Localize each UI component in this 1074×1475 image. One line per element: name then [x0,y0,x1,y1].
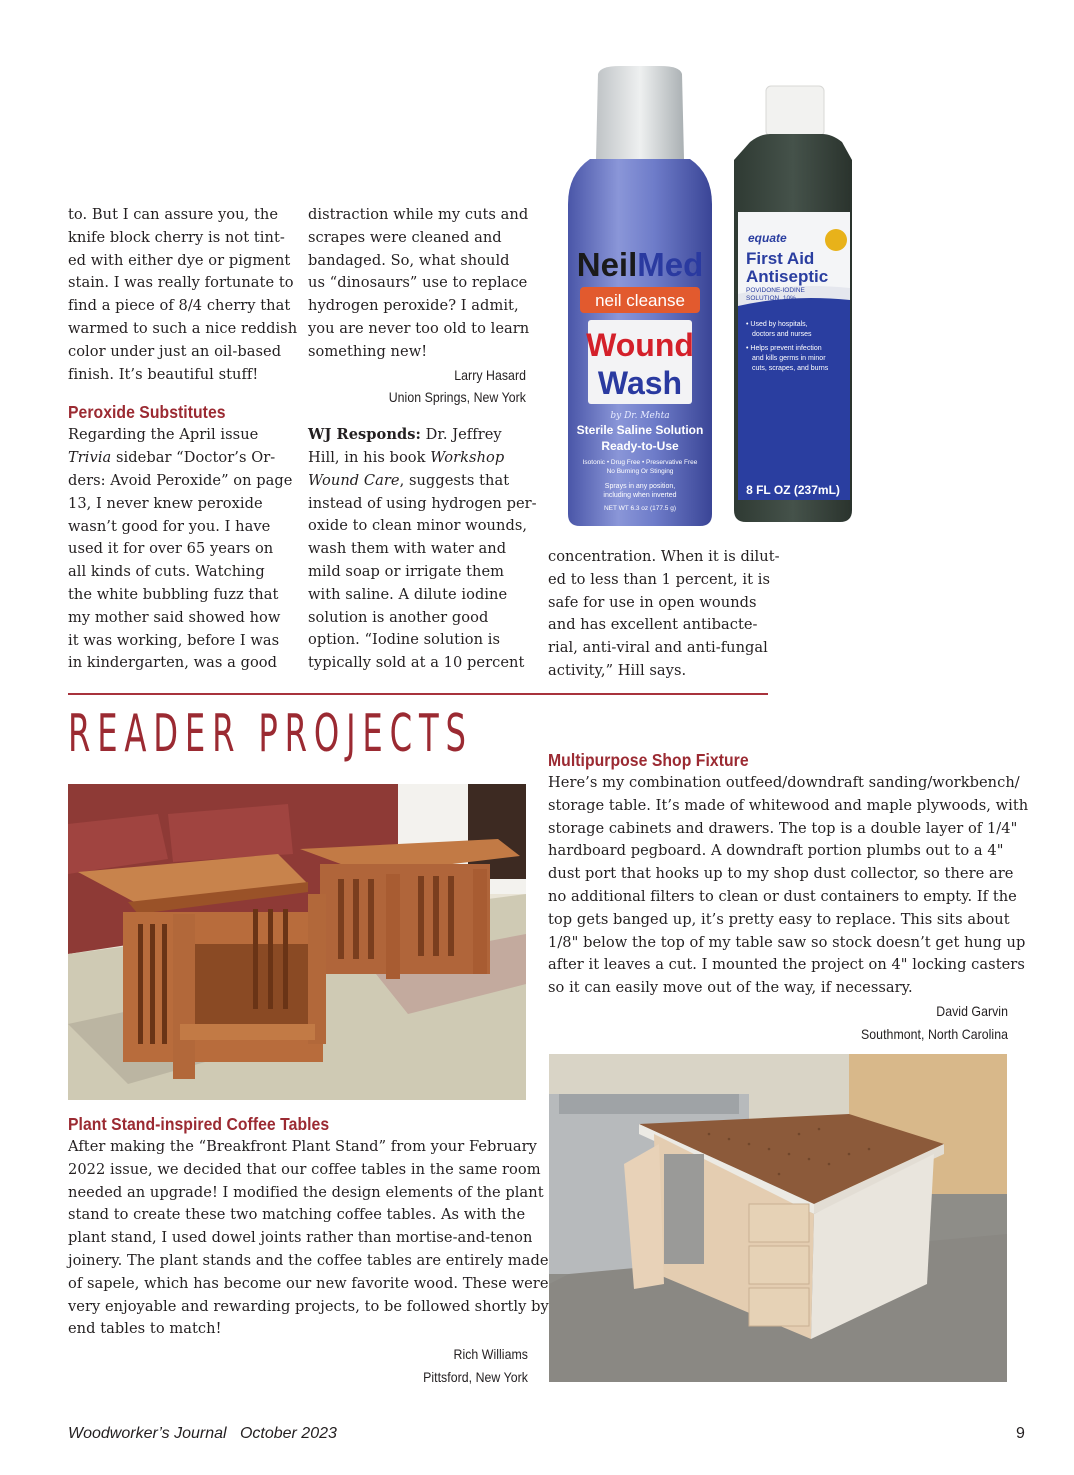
can-fine-print: No Burning Or Stinging [606,468,674,475]
can-fine-print: Sprays in any position, [604,483,676,490]
body-line: option. “Iodine solution is [308,631,501,649]
body-line: rial, anti-viral and anti-fungal [548,639,768,657]
body-line [308,470,526,493]
coffee-tables-illustration [68,784,526,1100]
body-line: of sapele, which has become our new favorite wood. These were [68,1274,549,1292]
body-line: end tables to match! [68,1320,222,1338]
drawer [749,1246,809,1284]
drawer [749,1288,809,1326]
body-line: 1/8" below the top of my table saw so stock doesn’t get hung up [548,933,1026,951]
wash-text: Wash [597,365,683,401]
signature-name: Rich Williams [453,1346,528,1363]
body-line: activity,” Hill says. [548,661,687,679]
article-heading-peroxide: Peroxide Substitutes [68,402,226,423]
body-line: storage cabinets and drawers. The top is a double layer of 1/4" [548,819,1018,837]
body-line: hydrogen peroxide? I admit, [308,297,519,315]
signature-name: Larry Hasard [454,366,526,383]
shop-fixture-article [548,748,1029,1046]
body-line: the white bubbling fuzz that [68,585,279,603]
body-line: knife block cherry is not tint- [68,228,285,246]
can-net-weight: NET WT 6.3 oz (177.5 g) [603,505,677,512]
body-line: ed to less than 1 percent, it is [548,570,770,588]
article-column-3 [548,546,780,683]
body-line: typically sold at a 10 percent [308,654,525,672]
body-line: dust port that hooks up to my shop dust collector, so there are [548,865,1014,883]
body-line: hardboard pegboard. A downdraft portion plumbs out to a 4" [548,842,1004,860]
sterile-saline-text: Sterile Saline Solution [576,423,704,437]
body-line: bandaged. So, what should [308,251,510,269]
article-heading-coffee-tables: Plant Stand-inspired Coffee Tables [68,1114,330,1134]
issue-date: October 2023 [239,1425,337,1442]
body-line: very enjoyable and rewarding projects, to be followed shortly by [68,1297,549,1315]
page-number: 9 [1016,1425,1025,1442]
body-line: Here’s my combination outfeed/downdraft sanding/workbench/ [548,774,1020,791]
body-line: plant stand, I used dowel joints rather than mortise-and-tenon [68,1229,533,1247]
body-line: it was working, before I was [68,631,280,649]
neilcleanse-logo: neil cleanse [595,291,685,310]
antiseptic-text: Antiseptic [746,267,829,286]
italic-title-trivia: Trivia [68,449,112,467]
body-line: solution is another good [308,608,489,626]
body-line [308,424,526,447]
body-line: After making the “Breakfront Plant Stand” from your February [68,1138,537,1155]
body-line: finish. It’s beautiful stuff! [68,365,259,383]
can-fine-print: including when inverted [603,492,677,499]
section-title: READER PROJECTS [68,704,473,764]
coffee-tables-article [68,1112,549,1389]
bottle-bullet: • Used by hospitals, [746,321,808,328]
body-line: ders: Avoid Peroxide” on page [68,471,293,489]
article-column-2 [308,204,537,675]
bottle-bullet: • Helps prevent infection [746,345,822,352]
body-line: stand to create these two matching coffee tables. As with the [68,1206,526,1224]
bottle-bullet: and kills germs in minor [752,355,826,362]
body-line: and has excellent antibacte- [548,616,758,634]
body-line: to. But I can assure you, the [68,206,279,223]
neilmed-can [568,66,712,526]
bottle-cap [766,86,824,136]
body-line: with saline. A dilute iodine [308,585,508,603]
body-line: 2022 issue, we decided that our coffee tables in the same room [68,1160,541,1178]
body-line: my mother said showed how [68,608,281,626]
by-dr-mehta: by Dr. Mehta [610,411,670,421]
footer-publication [68,1425,337,1443]
body-line: you are never too old to learn [308,319,530,337]
italic-book-title: Wound Care [308,471,400,489]
coffee-tables-photo [68,784,526,1100]
body-line: safe for use in open wounds [548,593,757,611]
body-line: color under just an oil-based [68,342,282,360]
body-line: no additional filters to clean or dust containers to empty. If the [548,887,1017,905]
body-line: joinery. The plant stands and the coffee tables are entirely made [68,1251,549,1269]
body-line: 13, I never knew peroxide [68,494,263,512]
body-line: wash them with water and [308,540,507,558]
sofa-cushion [168,804,293,862]
body-line: scrapes were cleaned and [308,228,502,246]
body-line: oxide to clean minor wounds, [308,517,528,535]
body-line: needed an upgrade! I modified the design elements of the plant [68,1183,544,1201]
body-text: Hill, in his book [308,448,431,466]
body-line: all kinds of cuts. Watching [68,563,265,581]
body-line: concentration. When it is dilut- [548,548,780,565]
body-line: storage table. It’s made of whitewood and maple plywoods, with [548,796,1029,814]
body-line: distraction while my cuts and [308,206,529,223]
signature-place: Pittsford, New York [423,1368,528,1385]
body-text: sidebar “Doctor’s Or- [111,449,276,467]
body-text: Dr. Jeffrey [420,426,502,444]
povidone-text: POVIDONE-IODINE [746,287,805,294]
section-divider [68,693,768,695]
body-line: Regarding the April issue [68,426,259,444]
drawer-bins [664,1154,704,1264]
signature-name: David Garvin [936,1002,1008,1019]
product-photo-wound-care [560,64,882,530]
equate-logo: equate [748,231,787,245]
shop-fixture-illustration [549,1054,1007,1382]
solution-text: SOLUTION, 10% [746,295,796,302]
equate-bottle [734,86,852,522]
wj-responds-label: WJ Responds: [308,426,421,444]
body-line: so it can easily move out of the way, if necessary. [548,979,913,997]
body-line: after it leaves a cut. I mounted the project on 4" locking casters [548,956,1025,974]
body-line: used it for over 65 years on [68,540,274,558]
can-fine-print: Isotonic • Drug Free • Preservative Free [582,459,698,466]
signature-place: Southmont, North Carolina [861,1025,1008,1042]
drawer [749,1204,809,1242]
wound-text: Wound [586,327,694,363]
spray-cap [596,66,684,159]
body-line: stain. I was really fortunate to [68,274,294,292]
body-line [308,447,526,470]
body-line: find a piece of 8/4 cherry that [68,297,291,315]
body-line: top gets banged up, it’s pretty easy to replace. This sits about [548,910,1010,928]
shop-fixture-photo [549,1054,1007,1382]
body-line [68,447,293,470]
first-aid-text: First Aid [746,249,815,268]
bottles-illustration [560,64,882,530]
seal-badge [825,229,847,251]
italic-book-title: Workshop [430,448,505,466]
ready-to-use-text: Ready-to-Use [601,439,679,453]
volume-text: 8 FL OZ (237mL) [746,483,840,497]
bottle-bullet: cuts, scrapes, and burns [752,365,829,372]
body-line: warmed to such a nice reddish [68,319,298,337]
publication-name: Woodworker’s Journal [68,1425,227,1442]
body-line: us “dinosaurs” use to replace [308,274,528,292]
body-text: , suggests that [399,471,510,489]
body-line: ed with either dye or pigment [68,251,291,269]
article-heading-shop-fixture: Multipurpose Shop Fixture [548,750,749,770]
body-line: in kindergarten, was a good [68,654,278,672]
saw-fence [559,1094,739,1114]
body-line: something new! [308,342,428,360]
body-line: wasn’t good for you. I have [68,517,271,535]
article-column-1 [68,204,298,675]
neilmed-logo: NeilMed [576,246,704,283]
bottle-bullet: doctors and nurses [752,331,812,338]
body-line: mild soap or irrigate them [308,562,505,580]
body-line: instead of using hydrogen per- [308,494,537,512]
signature-place: Union Springs, New York [388,389,526,406]
